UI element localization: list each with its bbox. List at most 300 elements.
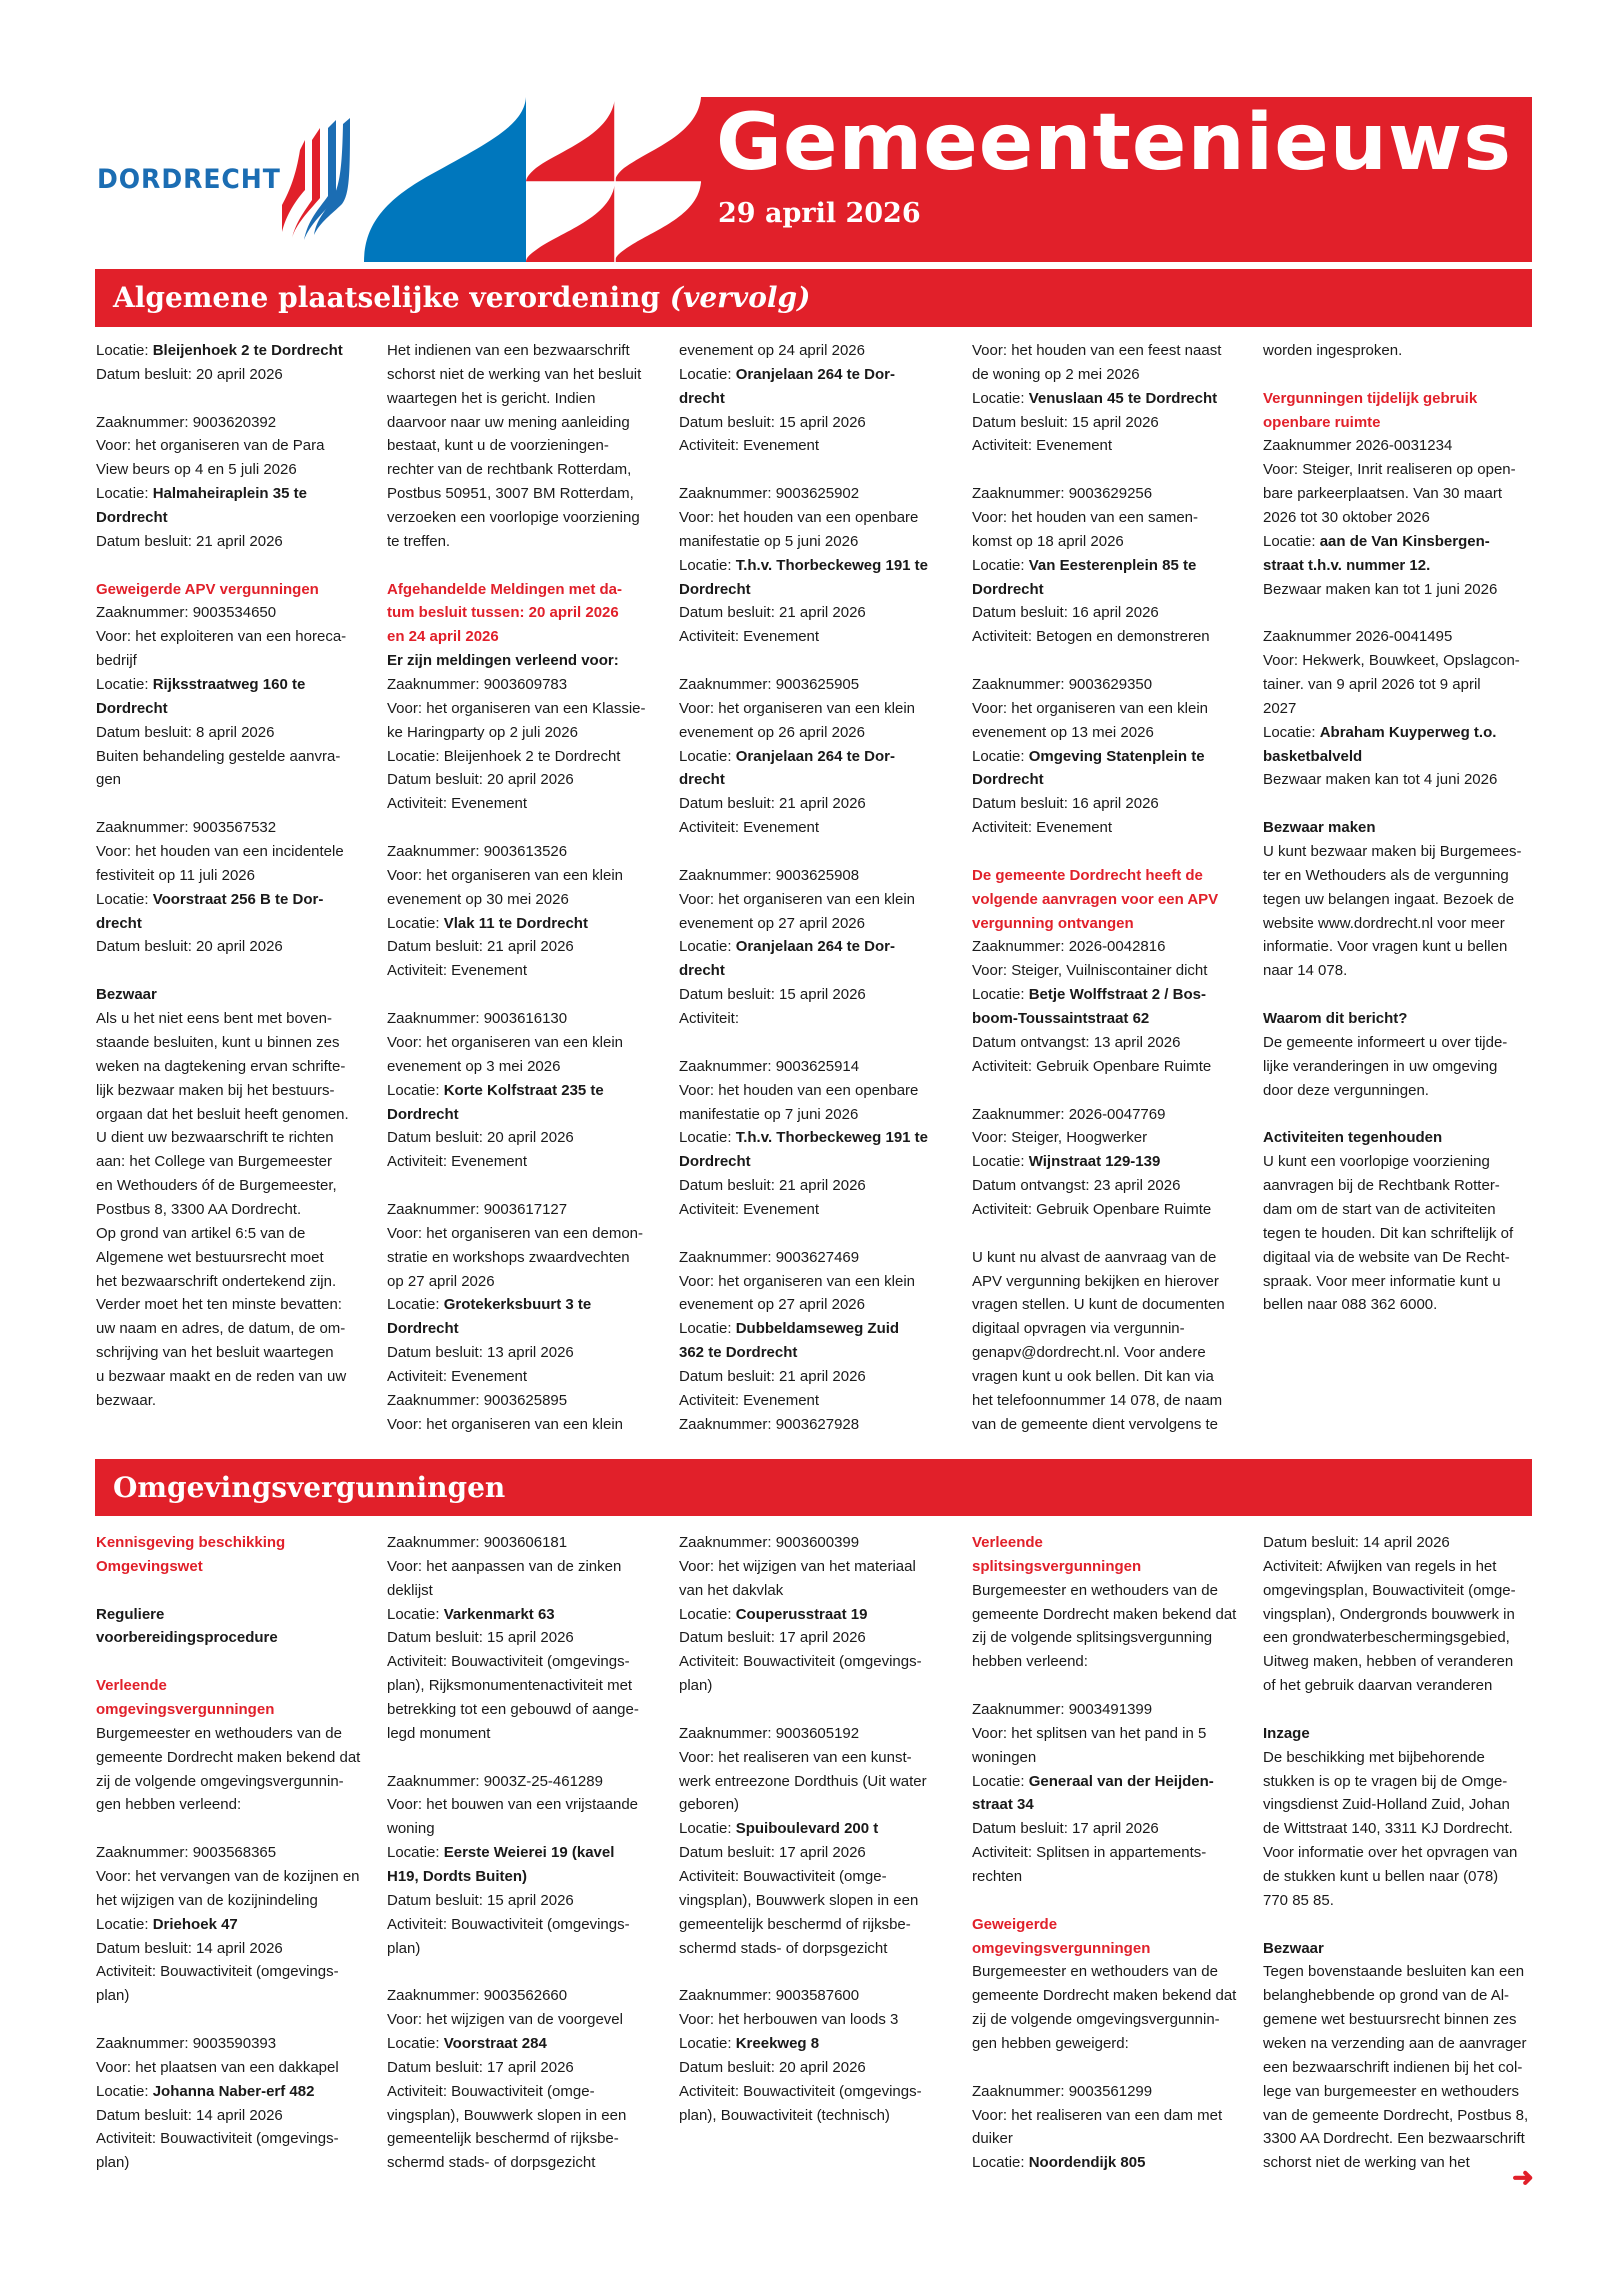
text-line: Zaaknummer: 9003617127 (387, 1200, 568, 1218)
text-line: Datum besluit: 14 april 2026 (96, 1939, 283, 1957)
bold-line: boom-Toussaintstraat 62 (972, 1010, 1150, 1028)
field-label: Locatie: (679, 1320, 732, 1338)
bold-line: Inzage (1263, 1724, 1310, 1742)
blank-line (387, 1746, 669, 1770)
blank-line (387, 983, 669, 1007)
text-line: Zaaknummer: 9003605192 (679, 1724, 860, 1742)
text-line: de woning op 2 mei 2026 (972, 365, 1140, 383)
subheading: splitsingsvergunningen (972, 1557, 1142, 1575)
location-value: Driehoek 47 (152, 1915, 238, 1933)
text-line: tegen te houden. Dit kan schriftelijk of (1263, 1224, 1514, 1242)
field-label: Locatie: (1263, 723, 1316, 741)
field-label: Locatie: (679, 1605, 732, 1623)
text-line: werk entreezone Dordthuis (Uit water (679, 1772, 927, 1790)
text-line: vingsplan), Bouwwerk slopen in een (679, 1891, 919, 1909)
location-value: Oranjelaan 264 te Dor- (735, 938, 895, 956)
text-line: van de gemeente Dordrecht, Postbus 8, (1263, 2106, 1529, 2124)
subheading: Geweigerde (972, 1915, 1058, 1933)
text-line: Zaaknummer: 9003625914 (679, 1057, 860, 1075)
text-line: U dient uw bezwaarschrift te richten (96, 1129, 334, 1147)
text-line: Voor: Steiger, Inrit realiseren op open- (1263, 461, 1516, 479)
text-line: bare parkeerplaatsen. Van 30 maart (1263, 485, 1503, 503)
text-line: plan) (679, 1677, 713, 1695)
text-column (96, 1531, 378, 2175)
location-line (679, 1317, 961, 1341)
blank-line (679, 1960, 961, 1984)
text-line: gemeente Dordrecht maken bekend dat (972, 1605, 1237, 1623)
text-line: Voor: het plaatsen van een dakkapel (96, 2058, 339, 2076)
location-line (96, 339, 378, 363)
text-line: Activiteit: Evenement (972, 437, 1113, 455)
text-line: Voor: het houden van een samen- (972, 509, 1198, 527)
text-line: plan), Rijksmonumentenactiviteit met (387, 1677, 633, 1695)
text-line: Voor: het organiseren van een klein (387, 866, 623, 884)
text-line: bezwaar. (96, 1391, 157, 1409)
text-line: betrekking tot een gebouwd of aange- (387, 1701, 639, 1719)
text-column (1263, 1531, 1545, 2175)
text-line: evenement op 24 april 2026 (679, 342, 865, 359)
text-line: manifestatie op 5 juni 2026 (679, 532, 859, 550)
text-line: zij de volgende omgevingsvergunnin- (96, 1772, 344, 1790)
text-line: Voor: het organiseren van de Para (96, 437, 325, 455)
text-line: Datum besluit: 8 april 2026 (96, 723, 275, 741)
text-line: Activiteit: Bouwactiviteit (omgevings- (679, 1653, 922, 1671)
bold-line: Activiteiten tegenhouden (1263, 1129, 1443, 1147)
blank-line (96, 1817, 378, 1841)
field-label: Locatie: (387, 1296, 440, 1314)
field-label: Locatie: (96, 676, 149, 694)
text-line: zij de volgende splitsingsvergunning (972, 1629, 1213, 1647)
text-line: Voor: het wijzigen van de voorgevel (387, 2011, 623, 2029)
text-line: 2027 (1263, 699, 1297, 717)
text-line: Datum besluit: 15 april 2026 (972, 413, 1159, 431)
section-title-italic: (vervolg) (669, 281, 811, 314)
text-line: staande besluiten, kunt u binnen zes (96, 1033, 340, 1051)
text-line: Het indienen van een bezwaarschrift (387, 342, 630, 359)
location-value: Grotekerksbuurt 3 te (443, 1296, 592, 1314)
field-label: Locatie: (972, 1153, 1025, 1171)
subheading: Verleende (972, 1534, 1043, 1551)
blank-line (679, 1698, 961, 1722)
blank-line (679, 840, 961, 864)
location-value: T.h.v. Thorbeckeweg 191 te (735, 556, 929, 574)
blank-line (1263, 1913, 1545, 1937)
section-title-text: Algemene plaatselijke verordening (113, 281, 661, 314)
text-line: evenement op 27 april 2026 (679, 914, 865, 932)
text-line: U kunt bezwaar maken bij Burgemees- (1263, 843, 1522, 861)
blank-line (679, 458, 961, 482)
field-label: Locatie: (387, 2035, 440, 2053)
field-label: Locatie: (972, 986, 1025, 1004)
text-line: Activiteit: Evenement (679, 1391, 820, 1409)
bold-line: Er zijn meldingen verleend voor: (387, 652, 619, 670)
location-line (679, 745, 961, 769)
blank-line (387, 1960, 669, 1984)
text-line: digitaal opvragen via vergunnin- (972, 1320, 1185, 1338)
blank-line (1263, 363, 1545, 387)
blank-line (1263, 601, 1545, 625)
text-line: spraak. Voor meer informatie kunt u (1263, 1272, 1501, 1290)
blank-line (96, 959, 378, 983)
blank-line (972, 1674, 1254, 1698)
text-line: evenement op 26 april 2026 (679, 723, 865, 741)
text-line: 3300 AA Dordrecht. Een bezwaarschrift (1263, 2130, 1525, 2148)
text-line: het wijzigen van de kozijnindeling (96, 1891, 318, 1909)
location-line (972, 2151, 1254, 2175)
text-column (679, 339, 961, 1437)
text-line: evenement op 13 mei 2026 (972, 723, 1154, 741)
text-line: verzoeken een voorlopige voorziening (387, 509, 640, 527)
text-line: gemeentelijk beschermd of rijksbe- (387, 2130, 619, 2148)
text-line: Voor: het organiseren van een klein (387, 1415, 623, 1433)
blank-line (96, 554, 378, 578)
text-line: Datum besluit: 21 april 2026 (387, 938, 574, 956)
text-line: Voor: het herbouwen van loods 3 (679, 2011, 899, 2029)
blank-line (1263, 792, 1545, 816)
section-title (113, 281, 810, 314)
text-line: het telefoonnummer 14 078, de naam (972, 1391, 1223, 1409)
location-value: Abraham Kuyperweg t.o. (1319, 723, 1497, 741)
text-line: Zaaknummer: 9003629256 (972, 485, 1153, 503)
text-line: Postbus 50951, 3007 BM Rotterdam, (387, 485, 634, 503)
location-value: aan de Van Kinsbergen- (1319, 532, 1490, 550)
text-line: Datum besluit: 21 april 2026 (679, 1367, 866, 1385)
location-line (387, 2032, 669, 2056)
text-line: Zaaknummer: 9003600399 (679, 1534, 860, 1551)
text-line: Datum besluit: 20 april 2026 (387, 1129, 574, 1147)
location-value: Vlak 11 te Dordrecht (443, 914, 588, 932)
bold-line: drecht (679, 389, 725, 407)
text-column (679, 1531, 961, 2127)
blank-line (972, 840, 1254, 864)
blank-line (679, 649, 961, 673)
subheading: Omgevingswet (96, 1557, 203, 1575)
text-line: het bezwaarschrift ondertekend zijn. (96, 1272, 337, 1290)
text-line: Voor: het exploiteren van een horeca- (96, 628, 347, 646)
subheading: en 24 april 2026 (387, 628, 499, 646)
text-line: gemeente Dordrecht maken bekend dat (96, 1748, 361, 1766)
location-value: Kreekweg 8 (735, 2035, 820, 2053)
text-line: 770 85 85. (1263, 1891, 1334, 1909)
location-line (679, 2032, 961, 2056)
text-line: rechter van de rechtbank Rotterdam, (387, 461, 632, 479)
text-line: plan) (387, 1939, 421, 1957)
subheading: Afgehandelde Meldingen met da- (387, 580, 623, 598)
field-label: Locatie: (679, 938, 732, 956)
masthead-date: 29 april 2026 (718, 198, 921, 229)
text-line: Voor: het organiseren van een klein (679, 699, 915, 717)
blank-line (1263, 983, 1545, 1007)
text-line: tegen uw belangen ingaat. Bezoek de (1263, 890, 1515, 908)
dordrecht-logo: DORDRECHT (97, 164, 281, 195)
text-line: gemene wet bestuursrecht binnen zes (1263, 2011, 1517, 2029)
location-line (679, 1603, 961, 1627)
location-value: Voorstraat 284 (443, 2035, 547, 2053)
text-line: Zaaknummer: 2026-0047769 (972, 1105, 1166, 1123)
subheading: Kennisgeving beschikking (96, 1534, 286, 1551)
blank-line (96, 792, 378, 816)
text-line: Burgemeester en wethouders van de (972, 1963, 1218, 1981)
text-line: Op grond van artikel 6:5 van de (96, 1224, 306, 1242)
text-line: Zaaknummer: 2026-0042816 (972, 938, 1166, 956)
text-line: Zaaknummer: 9003Z-25-461289 (387, 1772, 603, 1790)
text-line: komst op 18 april 2026 (972, 532, 1124, 550)
text-line: Activiteit: Bouwactiviteit (omgevings- (387, 1915, 630, 1933)
text-line: Zaaknummer: 9003567532 (96, 819, 277, 837)
text-line: De beschikking met bijbehorende (1263, 1748, 1485, 1766)
text-line: website www.dordrecht.nl voor meer (1263, 914, 1505, 932)
text-line: daarvoor naar uw mening aanleiding (387, 413, 630, 431)
location-value: Generaal van der Heijden- (1028, 1772, 1214, 1790)
text-line: Activiteit: Evenement (679, 1200, 820, 1218)
text-line: bellen naar 088 362 6000. (1263, 1296, 1438, 1314)
field-label: Locatie: (387, 1081, 440, 1099)
field-label: Locatie: (679, 1820, 732, 1838)
text-line: een grondwaterbeschermingsgebied, (1263, 1629, 1510, 1647)
text-column (387, 1531, 669, 2175)
text-line: Locatie: Bleijenhoek 2 te Dordrecht (387, 747, 621, 765)
location-value: Dubbeldamseweg Zuid (735, 1320, 900, 1338)
text-line: Activiteit: Bouwactiviteit (omgevings- (96, 1963, 339, 1981)
field-label: Locatie: (972, 389, 1025, 407)
text-line: schrijving van het besluit waartegen (96, 1344, 334, 1362)
section-header-apv (95, 269, 1532, 327)
text-line: gen (96, 771, 122, 789)
text-line: op 27 april 2026 (387, 1272, 495, 1290)
bold-line: straat 34 (972, 1796, 1034, 1814)
text-line: bestaat, kunt u de voorzieningen- (387, 437, 609, 455)
blank-line (1263, 1698, 1545, 1722)
text-line: omgevingsplan, Bouwactiviteit (omge- (1263, 1581, 1516, 1599)
bold-line: drecht (679, 771, 725, 789)
blank-line (96, 1579, 378, 1603)
blank-line (972, 458, 1254, 482)
location-line (1263, 721, 1545, 745)
location-value: Omgeving Statenplein te (1028, 747, 1205, 765)
field-label: Locatie: (387, 914, 440, 932)
blank-line (679, 1222, 961, 1246)
text-line: gemeentelijk beschermd of rijksbe- (679, 1915, 911, 1933)
text-line: Voor: het organiseren van een klein (679, 890, 915, 908)
text-line: View beurs op 4 en 5 juli 2026 (96, 461, 297, 479)
text-line: Voor: het splitsen van het pand in 5 (972, 1724, 1207, 1742)
blank-line (96, 2008, 378, 2032)
text-line: Zaaknummer: 9003491399 (972, 1701, 1153, 1719)
text-line: evenement op 3 mei 2026 (387, 1057, 561, 1075)
text-line: stratie en workshops zwaardvechten (387, 1248, 630, 1266)
text-line: evenement op 30 mei 2026 (387, 890, 569, 908)
field-label: Locatie: (1263, 532, 1316, 550)
text-line: Zaaknummer 2026-0031234 (1263, 437, 1453, 455)
blank-line (679, 1031, 961, 1055)
location-line (972, 983, 1254, 1007)
text-line: gen hebben geweigerd: (972, 2035, 1129, 2053)
location-value: Oranjelaan 264 te Dor- (735, 365, 895, 383)
bold-line: Dordrecht (972, 580, 1044, 598)
subheading: omgevingsvergunningen (972, 1939, 1151, 1957)
location-line (679, 363, 961, 387)
bold-line: Waarom dit bericht? (1263, 1010, 1408, 1028)
text-line: weken na verzending aan de aanvrager (1263, 2035, 1527, 2053)
field-label: Locatie: (679, 365, 732, 383)
page-number: 5 (1514, 100, 1523, 117)
subheading: openbare ruimte (1263, 413, 1381, 431)
blank-line (972, 1222, 1254, 1246)
text-line: Datum besluit: 17 april 2026 (679, 1844, 866, 1862)
location-line (972, 554, 1254, 578)
text-line: Zaaknummer: 9003609783 (387, 676, 568, 694)
bold-line: drecht (679, 962, 725, 980)
field-label: Locatie: (679, 2035, 732, 2053)
location-line (972, 745, 1254, 769)
text-line: Datum besluit: 17 april 2026 (972, 1820, 1159, 1838)
text-line: Datum besluit: 21 april 2026 (679, 1177, 866, 1195)
location-line (972, 1150, 1254, 1174)
text-line: Voor: het houden van een openbare (679, 1081, 919, 1099)
text-line: Zaaknummer: 9003562660 (387, 1987, 568, 2005)
text-line: Tegen bovenstaande besluiten kan een (1263, 1963, 1525, 1981)
text-line: Zaaknummer: 9003534650 (96, 604, 277, 622)
field-label: Locatie: (96, 2082, 149, 2100)
text-line: Burgemeester en wethouders van de (96, 1724, 342, 1742)
location-value: Betje Wolffstraat 2 / Bos- (1028, 986, 1206, 1004)
text-line: geboren) (679, 1796, 740, 1814)
subheading: Geweigerde APV vergunningen (96, 580, 319, 598)
text-line: De gemeente informeert u over tijde- (1263, 1033, 1508, 1051)
text-line: vingsdienst Zuid-Holland Zuid, Johan (1263, 1796, 1510, 1814)
text-line: Datum besluit: 13 april 2026 (387, 1344, 574, 1362)
text-line: Als u het niet eens bent met boven- (96, 1010, 332, 1028)
text-line: APV vergunning bekijken en hierover (972, 1272, 1219, 1290)
text-line: Zaaknummer: 9003625905 (679, 676, 860, 694)
bold-line: 362 te Dordrecht (679, 1344, 798, 1362)
text-line: Activiteit: Evenement (387, 962, 528, 980)
text-line: Zaaknummer: 9003625908 (679, 866, 860, 884)
text-line: schermd stads- of dorpsgezicht (387, 2154, 596, 2172)
text-line: door deze vergunningen. (1263, 1081, 1429, 1099)
text-column (96, 339, 378, 1413)
text-line: of het gebruik daarvan veranderen (1263, 1677, 1493, 1695)
text-line: Activiteit: Evenement (972, 819, 1113, 837)
text-line: plan) (96, 2154, 130, 2172)
text-line: Activiteit: Bouwactiviteit (omgevings- (679, 2082, 922, 2100)
text-line: Zaaknummer: 9003561299 (972, 2082, 1153, 2100)
text-line: aanvragen bij de Rechtbank Rotter- (1263, 1177, 1500, 1195)
bold-line: Reguliere (96, 1605, 165, 1623)
text-line: Activiteit: (679, 1010, 740, 1028)
location-value: Venuslaan 45 te Dordrecht (1028, 389, 1218, 407)
location-line (1263, 530, 1545, 554)
text-line: zij de volgende omgevingsvergunnin- (972, 2011, 1220, 2029)
text-line: stukken is op te vragen bij de Omge- (1263, 1772, 1508, 1790)
text-line: u bezwaar maakt en de reden van uw (96, 1367, 347, 1385)
text-line: uw naam en adres, de datum, de om- (96, 1320, 346, 1338)
text-line: Datum besluit: 14 april 2026 (96, 2106, 283, 2124)
field-label: Locatie: (387, 1605, 440, 1623)
text-line: Datum besluit: 17 april 2026 (387, 2058, 574, 2076)
text-line: tainer. van 9 april 2026 tot 9 april (1263, 676, 1481, 694)
text-line: een bezwaarschrift indienen bij het col- (1263, 2058, 1523, 2076)
text-line: Datum besluit: 21 april 2026 (679, 795, 866, 813)
location-line (972, 387, 1254, 411)
bold-line: Dordrecht (387, 1105, 459, 1123)
text-line: belanghebbende op grond van de Al- (1263, 1987, 1510, 2005)
field-label: Locatie: (972, 1772, 1025, 1790)
text-line: Datum besluit: 21 april 2026 (679, 604, 866, 622)
text-line: te treffen. (387, 532, 451, 550)
text-line: Bezwaar maken kan tot 1 juni 2026 (1263, 580, 1498, 598)
field-label: Locatie: (679, 1129, 732, 1147)
location-line (96, 673, 378, 697)
text-line: Voor: het organiseren van een klein (972, 699, 1208, 717)
text-line: Activiteit: Afwijken van regels in het (1263, 1557, 1497, 1575)
subheading: Verleende (96, 1677, 167, 1695)
location-value: Van Eesterenplein 85 te (1028, 556, 1197, 574)
bold-line: basketbalveld (1263, 747, 1363, 765)
location-value: Eerste Weierei 19 (kavel (443, 1844, 615, 1862)
subheading: De gemeente Dordrecht heeft de (972, 866, 1203, 884)
location-value: Halmaheiraplein 35 te (152, 485, 307, 503)
bold-line: Dordrecht (679, 580, 751, 598)
blank-line (972, 1889, 1254, 1913)
bold-line: Dordrecht (972, 771, 1044, 789)
bold-line: Bezwaar (96, 986, 157, 1004)
location-value: Varkenmarkt 63 (443, 1605, 555, 1623)
text-line: Voor: het wijzigen van het materiaal (679, 1557, 916, 1575)
bold-line: H19, Dordts Buiten) (387, 1868, 528, 1886)
text-line: Voor: Steiger, Vuilniscontainer dicht (972, 962, 1208, 980)
subheading: Vergunningen tijdelijk gebruik (1263, 389, 1478, 407)
text-column (1263, 339, 1545, 1317)
bold-line: Dordrecht (387, 1320, 459, 1338)
subheading: omgevingsvergunningen (96, 1701, 275, 1719)
location-line (679, 935, 961, 959)
text-line: Datum besluit: 20 april 2026 (96, 938, 283, 956)
text-line: de stukken kunt u bellen naar (078) (1263, 1868, 1499, 1886)
location-line (96, 2080, 378, 2104)
text-line: en Wethouders óf de Burgemeester, (96, 1177, 337, 1195)
field-label: Locatie: (96, 1915, 149, 1933)
location-value: Couperusstraat 19 (735, 1605, 868, 1623)
bold-line: straat t.h.v. nummer 12. (1263, 556, 1431, 574)
text-line: schorst niet de werking van het besluit (387, 365, 642, 383)
text-line: Activiteit: Gebruik Openbare Ruimte (972, 1057, 1212, 1075)
text-line: Algemene wet bestuursrecht moet (96, 1248, 324, 1266)
text-line: Datum besluit: 21 april 2026 (96, 532, 283, 550)
text-line: Voor: Hekwerk, Bouwkeet, Opslagcon- (1263, 652, 1520, 670)
field-label: Locatie: (387, 1844, 440, 1862)
blank-line (972, 649, 1254, 673)
text-line: Zaaknummer: 9003606181 (387, 1534, 568, 1551)
text-line: Voor: het organiseren van een klein (679, 1272, 915, 1290)
text-line: Datum besluit: 17 april 2026 (679, 1629, 866, 1647)
text-line: Activiteit: Bouwactiviteit (omge- (387, 2082, 595, 2100)
location-line (387, 1079, 669, 1103)
location-line (972, 1770, 1254, 1794)
text-line: lijke veranderingen in uw omgeving (1263, 1057, 1498, 1075)
subheading: vergunning ontvangen (972, 914, 1134, 932)
blank-line (387, 1174, 669, 1198)
text-line: gen hebben verleend: (96, 1796, 242, 1814)
text-line: woningen (972, 1748, 1037, 1766)
section-title (113, 1471, 505, 1504)
text-line: Datum ontvangst: 23 april 2026 (972, 1177, 1181, 1195)
text-line: Datum besluit: 15 april 2026 (387, 1891, 574, 1909)
subheading: volgende aanvragen voor een APV (972, 890, 1219, 908)
text-line: plan), Bouwactiviteit (technisch) (679, 2106, 890, 2124)
location-line (679, 1126, 961, 1150)
text-line: Burgemeester en wethouders van de (972, 1581, 1218, 1599)
